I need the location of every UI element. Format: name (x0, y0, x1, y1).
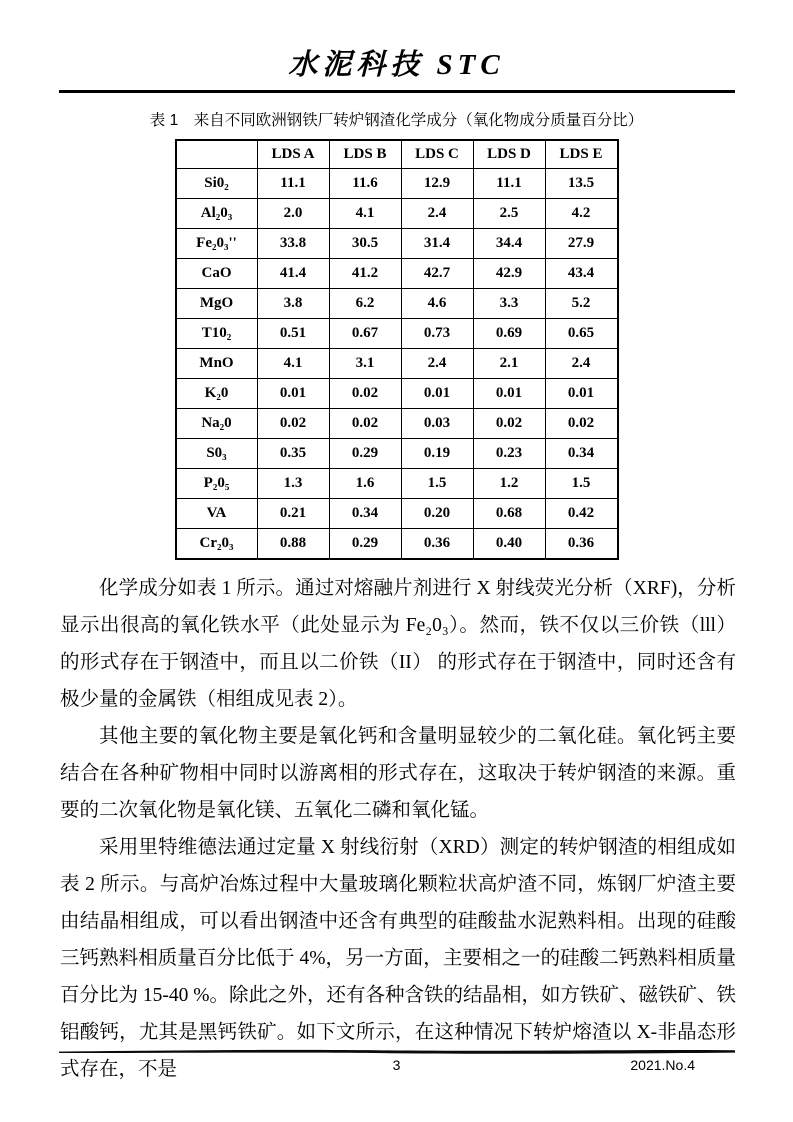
table-cell: 0.01 (545, 379, 618, 409)
paragraph: 采用里特维德法通过定量 X 射线衍射（XRD）测定的转炉钢渣的相组成如表 2 所示。与高炉冶炼过程中大量玻璃化颗粒状高炉渣不同，炼钢厂炉渣主要由结晶相组成，可以看出钢渣中还含有典型的硅酸盐水泥熟料相。出现的硅酸三钙熟料相质量百分比低于 4%，另一方面，主要相之一的硅酸二钙熟料相质量百分比为 15-40 %。除此之外，还有各种含铁的结晶相，如方铁矿、磁铁矿、铁铝酸钙，尤其是黑钙铁矿。如下文所示，在这种情况下转炉熔渣以 X-非晶态形式存在，不是 (60, 837, 736, 1080)
row-label: Fe₂0₃'' (176, 229, 258, 259)
table-cell: 6.2 (329, 289, 401, 319)
table-cell: 31.4 (401, 229, 473, 259)
column-header: LDS B (329, 140, 401, 169)
table-cell: 11.6 (329, 169, 401, 199)
table-cell: 4.2 (545, 199, 618, 229)
table-cell: 2.1 (473, 349, 545, 379)
table-cell: 0.02 (545, 409, 618, 439)
table-row (176, 529, 618, 560)
table-cell: 0.20 (401, 499, 473, 529)
table-row (176, 229, 618, 259)
table-cell: 2.4 (545, 349, 618, 379)
column-header: LDS D (473, 140, 545, 169)
table-cell: 0.69 (473, 319, 545, 349)
table-row (176, 169, 618, 199)
table-cell: 0.29 (329, 439, 401, 469)
table-body (176, 169, 618, 560)
table-cell: 2.0 (257, 199, 329, 229)
table-cell: 0.67 (329, 319, 401, 349)
table-cell: 0.40 (473, 529, 545, 560)
row-label: Si0₂ (176, 169, 258, 199)
table-cell: 0.19 (401, 439, 473, 469)
column-header: LDS A (257, 140, 329, 169)
table-cell: 1.3 (257, 469, 329, 499)
row-label: VA (176, 499, 258, 529)
table-cell: 30.5 (329, 229, 401, 259)
table-cell: 3.3 (473, 289, 545, 319)
table-cell: 4.1 (257, 349, 329, 379)
table-cell: 0.03 (401, 409, 473, 439)
table-cell: 42.7 (401, 259, 473, 289)
table-row (176, 349, 618, 379)
table-cell: 2.4 (401, 349, 473, 379)
row-label: Al₂0₃ (176, 199, 258, 229)
table-cell: 0.36 (401, 529, 473, 560)
table-cell: 5.2 (545, 289, 618, 319)
table-cell: 0.88 (257, 529, 329, 560)
table-cell: 0.02 (473, 409, 545, 439)
table-row (176, 319, 618, 349)
column-header: LDS E (545, 140, 618, 169)
table-header-row (176, 140, 618, 169)
row-label: K₂0 (176, 379, 258, 409)
table-cell: 0.01 (401, 379, 473, 409)
table-cell: 11.1 (257, 169, 329, 199)
table-cell: 0.21 (257, 499, 329, 529)
article-body (60, 570, 736, 1088)
table-cell: 11.1 (473, 169, 545, 199)
table-cell: 0.02 (329, 379, 401, 409)
page-number: 3 (392, 1057, 401, 1073)
table-row (176, 259, 618, 289)
table-row (176, 499, 618, 529)
row-label: S0₃ (176, 439, 258, 469)
row-label: Cr₂0₃ (176, 529, 258, 560)
journal-title: 水泥科技 STC (288, 49, 505, 81)
table-cell: 0.34 (329, 499, 401, 529)
table-caption: 表 1 来自不同欧洲钢铁厂转炉钢渣化学成分（氧化物成分质量百分比） (149, 112, 644, 129)
table-row (176, 439, 618, 469)
table-cell: 4.6 (401, 289, 473, 319)
table-cell: 42.9 (473, 259, 545, 289)
table-cell: 4.1 (329, 199, 401, 229)
table-cell: 1.6 (329, 469, 401, 499)
table-row (176, 409, 618, 439)
table-row (176, 379, 618, 409)
column-header: LDS C (401, 140, 473, 169)
table-cell: 0.36 (545, 529, 618, 560)
table-cell: 3.1 (329, 349, 401, 379)
table-cell: 2.5 (473, 199, 545, 229)
table-row (176, 199, 618, 229)
table-cell: 0.02 (329, 409, 401, 439)
table-cell: 0.35 (257, 439, 329, 469)
table-cell: 0.01 (257, 379, 329, 409)
row-label: MgO (176, 289, 258, 319)
table-cell: 0.65 (545, 319, 618, 349)
table-row (176, 469, 618, 499)
table-cell: 1.2 (473, 469, 545, 499)
paragraph: 化学成分如表 1 所示。通过对熔融片剂进行 X 射线荧光分析（XRF)，分析显示出很高的氧化铁水平（此处显示为 Fe₂0₃）。然而，铁不仅以三价铁（lll）的形式存在于钢渣中，而且以二价铁（II） 的形式存在于钢渣中，同时还含有极少量的金属铁（相组成见表 2）。 (60, 578, 736, 710)
header-rule (59, 90, 735, 93)
row-label: T10₂ (176, 319, 258, 349)
row-label: P₂0₅ (176, 469, 258, 499)
footer-rule (59, 1047, 735, 1056)
table-cell: 0.01 (473, 379, 545, 409)
table-cell: 0.42 (545, 499, 618, 529)
row-label-column-header (176, 140, 258, 169)
table-cell: 1.5 (401, 469, 473, 499)
table-cell: 2.4 (401, 199, 473, 229)
table-cell: 41.4 (257, 259, 329, 289)
table-cell: 41.2 (329, 259, 401, 289)
row-label: CaO (176, 259, 258, 289)
table-cell: 33.8 (257, 229, 329, 259)
composition-table (175, 139, 619, 560)
issue-number: 2021.No.4 (630, 1057, 695, 1073)
table-cell: 0.29 (329, 529, 401, 560)
table-cell: 27.9 (545, 229, 618, 259)
table-cell: 43.4 (545, 259, 618, 289)
table-cell: 0.68 (473, 499, 545, 529)
table-cell: 34.4 (473, 229, 545, 259)
table-cell: 1.5 (545, 469, 618, 499)
row-label: MnO (176, 349, 258, 379)
table-cell: 0.02 (257, 409, 329, 439)
table-cell: 3.8 (257, 289, 329, 319)
table-cell: 0.23 (473, 439, 545, 469)
paragraph: 其他主要的氧化物主要是氧化钙和含量明显较少的二氧化硅。氧化钙主要结合在各种矿物相中同时以游离相的形式存在，这取决于转炉钢渣的来源。重要的二次氧化物是氧化镁、五氧化二磷和氧化锰。 (60, 726, 736, 821)
table-cell: 12.9 (401, 169, 473, 199)
row-label: Na₂0 (176, 409, 258, 439)
table-cell: 0.73 (401, 319, 473, 349)
table-cell: 13.5 (545, 169, 618, 199)
table-cell: 0.34 (545, 439, 618, 469)
table-cell: 0.51 (257, 319, 329, 349)
table-row (176, 289, 618, 319)
